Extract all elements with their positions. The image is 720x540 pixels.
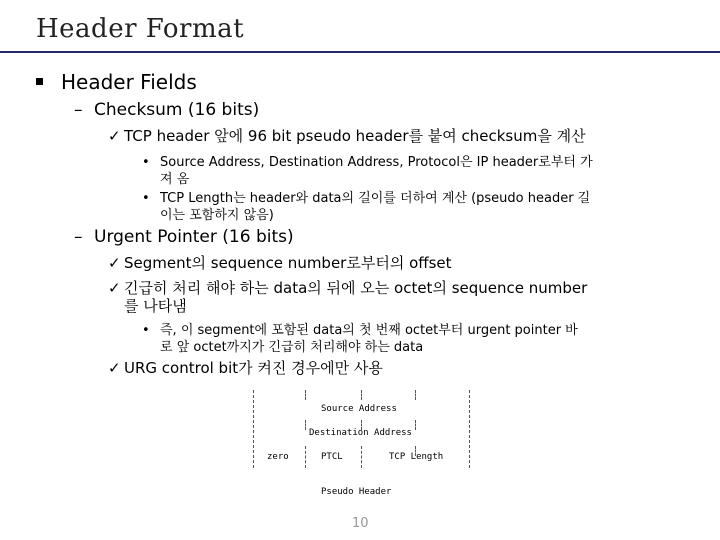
urgent-sub-text: 즉, 이 segment에 포함된 data의 첫 번째 octet부터 urgent pointer 바 — [160, 323, 578, 338]
dot-bullet-icon: • — [142, 323, 150, 338]
square-bullet-icon — [36, 78, 43, 85]
diagram-tick — [305, 420, 306, 430]
diagram-destination-address: Destination Address — [309, 428, 412, 438]
pseudo-header-diagram — [245, 390, 485, 500]
urgent-sub-cont: 로 앞 octet까지가 긴급히 처리해야 하는 data — [160, 340, 424, 355]
diagram-divider-ptcl — [361, 446, 362, 468]
dot-bullet-icon: • — [142, 191, 150, 206]
title-divider — [0, 51, 720, 53]
dot-bullet-icon: • — [142, 155, 150, 170]
diagram-divider-zero — [305, 446, 306, 468]
checksum-sub1-cont: 져 옴 — [160, 172, 190, 187]
diagram-caption: Pseudo Header — [321, 487, 392, 497]
diagram-border-right — [469, 390, 470, 468]
checkmark-icon: ✓ — [108, 127, 121, 145]
checksum-heading-text: Checksum (16 bits) — [94, 100, 260, 120]
urgent-point3 — [108, 357, 383, 378]
diagram-tick — [415, 390, 416, 400]
checksum-sub1-text: Source Address, Destination Address, Protocol은 IP header로부터 가 — [160, 155, 593, 170]
checkmark-icon: ✓ — [108, 359, 121, 377]
diagram-tick — [305, 390, 306, 400]
dash-icon: – — [74, 227, 83, 247]
level1-item — [36, 70, 197, 94]
urgent-point1 — [108, 252, 452, 273]
urgent-point2-cont: 를 나타냄 — [124, 297, 187, 315]
diagram-tcp-length: TCP Length — [389, 452, 444, 462]
urgent-point3-text: URG control bit가 켜진 경우에만 사용 — [124, 359, 383, 377]
slide-title: Header Format — [36, 14, 245, 44]
checkmark-icon: ✓ — [108, 254, 121, 272]
urgent-point1-text: Segment의 sequence number로부터의 offset — [124, 254, 452, 272]
urgent-heading — [74, 227, 294, 247]
urgent-heading-text: Urgent Pointer (16 bits) — [94, 227, 294, 247]
diagram-tick — [415, 420, 416, 430]
checksum-point-text: TCP header 앞에 96 bit pseudo header를 붙여 checksum을 계산 — [124, 127, 586, 145]
diagram-border-left — [253, 390, 254, 468]
checksum-heading — [74, 100, 259, 120]
checksum-sub2-cont: 이는 포함하지 않음) — [160, 208, 274, 223]
checkmark-icon: ✓ — [108, 279, 121, 297]
page-number: 10 — [352, 516, 369, 531]
dash-icon: – — [74, 100, 83, 120]
checksum-point — [108, 125, 586, 146]
diagram-tick — [361, 390, 362, 400]
checksum-sub1 — [142, 151, 593, 170]
diagram-ptcl: PTCL — [321, 452, 343, 462]
diagram-zero: zero — [267, 452, 289, 462]
checksum-sub2-text: TCP Length는 header와 data의 길이를 더하여 계산 (pseudo header 길 — [160, 191, 591, 206]
urgent-point2-text: 긴급히 처리 해야 하는 data의 뒤에 오는 octet의 sequence number — [124, 279, 588, 297]
level1-label: Header Fields — [61, 70, 197, 94]
diagram-source-address: Source Address — [321, 404, 397, 414]
